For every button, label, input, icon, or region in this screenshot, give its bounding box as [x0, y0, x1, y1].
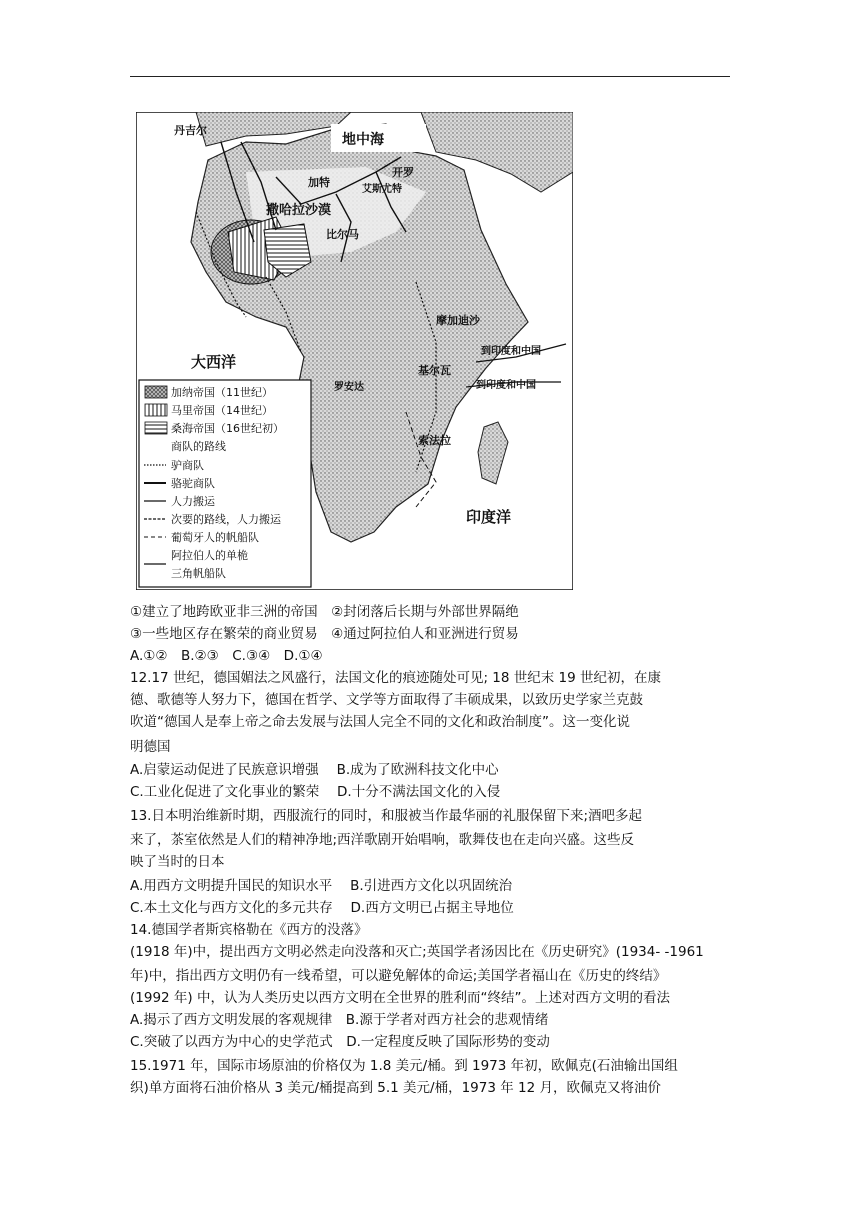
question-15-text: 织)单方面将石油价格从 3 美元/桶提高到 5.1 美元/桶，1973 年 12 月，欧佩克又将油价: [130, 1080, 661, 1096]
label-bilma: 比尔马: [326, 228, 359, 241]
legend-arab-2: 三角帆船队: [171, 567, 226, 580]
label-aswan: 艾斯尤特: [362, 184, 402, 195]
question-14-text: (1992 年) 中，认为人类历史以西方文明在全世界的胜利而“终结”。上述对西方文明的看法: [130, 990, 670, 1006]
africa-trade-map: [136, 112, 573, 590]
question-13-option: C.本土文化与西方文化的多元共存 D.西方文明已占据主导地位: [130, 900, 514, 916]
label-sofala: 索法拉: [418, 434, 451, 447]
question-15-text: 15.1971 年，国际市场原油的价格仅为 1.8 美元/桶。到 1973 年初，欧佩克(石油输出国组: [130, 1058, 678, 1074]
question-12-text: 德、歌德等人努力下，德国在哲学、文学等方面取得了丰硕成果，以致历史学家兰克鼓: [130, 692, 643, 708]
label-sahara: 撒哈拉沙漠: [266, 203, 332, 218]
legend-routes-title: 商队的路线: [171, 440, 226, 453]
question-14-text: (1918 年)中，提出西方文明必然走向没落和灭亡;英国学者汤因比在《历史研究》(1934- -1961: [130, 944, 704, 960]
legend-porter: 人力搬运: [171, 495, 215, 508]
legend-portuguese: 葡萄牙人的帆船队: [171, 531, 259, 544]
label-gat: 加特: [308, 176, 330, 189]
question-option-line: ③一些地区存在繁荣的商业贸易 ④通过阿拉伯人和亚洲进行贸易: [130, 626, 519, 642]
label-mogadishu: 摩加迪沙: [436, 314, 480, 327]
legend-arab-1: 阿拉伯人的单桅: [171, 549, 248, 562]
question-14-option: A.揭示了西方文明发展的客观规律 B.源于学者对西方社会的悲观情绪: [130, 1012, 549, 1028]
label-cairo: 开罗: [392, 166, 414, 179]
label-to-india-china-2: 到印度和中国: [476, 380, 536, 391]
question-13-text: 13.日本明治维新时期，西服流行的同时，和服被当作最华丽的礼服保留下来;酒吧多起: [130, 808, 643, 824]
legend-donkey: 驴商队: [171, 459, 204, 472]
question-14-text: 14.德国学者斯宾格勒在《西方的没落》: [130, 922, 368, 938]
question-13-option: A.用西方文明提升国民的知识水平 B.引进西方文化以巩固统治: [130, 878, 513, 894]
question-12-option: C.工业化促进了文化事业的繁荣 D.十分不满法国文化的入侵: [130, 784, 501, 800]
legend-swatch-mali: [145, 404, 167, 416]
question-12-text: 吹道“德国人是奉上帝之命去发展与法国人完全不同的文化和政治制度”。这一变化说: [130, 714, 630, 730]
answer-choices: A.①② B.②③ C.③④ D.①④: [130, 648, 323, 664]
legend-swatch-ghana: [145, 386, 167, 398]
legend-songhai: 桑海帝国（16世纪初）: [171, 422, 284, 435]
legend-mali: 马里帝国（14世纪）: [171, 404, 273, 417]
label-to-india-china-1: 到印度和中国: [481, 346, 541, 357]
legend-camel: 骆驼商队: [171, 477, 215, 490]
question-12-option: A.启蒙运动促进了民族意识增强 B.成为了欧洲科技文化中心: [130, 762, 499, 778]
label-luanda: 罗安达: [334, 382, 364, 393]
label-mediterranean: 地中海: [342, 132, 384, 148]
header-rule: [130, 76, 730, 77]
map-legend: [139, 380, 311, 587]
question-14-option: C.突破了以西方为中心的史学范式 D.一定程度反映了国际形势的变动: [130, 1034, 550, 1050]
label-tangier: 丹吉尔: [174, 124, 207, 137]
question-12-text: 12.17 世纪，德国媚法之风盛行，法国文化的痕迹随处可见; 18 世纪末 19 世纪初，在康: [130, 670, 662, 686]
question-13-text: 映了当时的日本: [130, 854, 225, 870]
question-option-line: ①建立了地跨欧亚非三洲的帝国 ②封闭落后长期与外部世界隔绝: [130, 604, 519, 620]
legend-minor: 次要的路线，人力搬运: [171, 513, 281, 526]
label-indian-ocean: 印度洋: [466, 508, 512, 526]
legend-swatch-songhai: [145, 422, 167, 434]
label-atlantic: 大西洋: [191, 353, 237, 371]
question-14-text: 年)中，指出西方文明仍有一线希望，可以避免解体的命运;美国学者福山在《历史的终结》: [130, 968, 667, 984]
legend-ghana: 加纳帝国（11世纪）: [171, 386, 273, 399]
question-13-text: 来了，茶室依然是人们的精神净地;西洋歌剧开始唱响，歌舞伎也在走向兴盛。这些反: [130, 832, 635, 848]
label-kilwa: 基尔瓦: [418, 364, 451, 377]
question-12-text: 明德国: [130, 739, 171, 755]
